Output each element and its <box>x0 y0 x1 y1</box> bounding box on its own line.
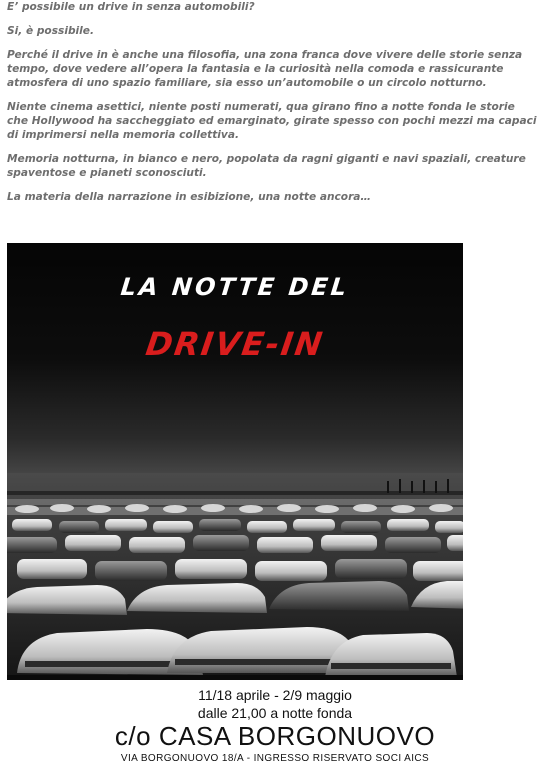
intro-paragraph-1: E’ possibile un drive in senza automobili? <box>7 1 255 13</box>
intro-paragraph-5: Memoria notturna, in bianco e nero, popolata da ragni giganti e navi spaziali, creature spaventose e pianeti sconosciuti. <box>7 153 526 179</box>
intro-paragraph-2: Si, è possibile. <box>7 25 95 37</box>
event-address: VIA BORGONUOVO 18/A - INGRESSO RISERVATO SOCI AICS <box>120 753 430 764</box>
intro-paragraph-6: La materia della narrazione in esibizione, una notte ancora… <box>7 191 372 203</box>
poster-title-line-1: LA NOTTE DEL <box>119 273 351 301</box>
intro-paragraph-3: Perché il drive in è anche una filosofia, una zona franca dove vivere delle storie senza tempo, dove vedere all’opera la fantasia e la curiosità nella comoda e rassicurante atmosfera di uno spazio familiare, sia esso un’automobile o un circolo notturno. <box>7 49 523 89</box>
poster-title-line-2: DRIVE-IN <box>143 325 327 363</box>
drive-in-cars-photo <box>7 473 463 680</box>
event-hours: dalle 21,00 a notte fonda <box>197 705 353 721</box>
event-dates: 11/18 aprile - 2/9 maggio <box>198 687 352 703</box>
intro-text <box>7 0 537 214</box>
event-venue: c/o CASA BORGONUOVO <box>114 721 436 751</box>
event-poster <box>7 243 463 680</box>
intro-paragraph-4: Niente cinema asettici, niente posti numerati, qua girano fino a notte fonda le storie che Hollywood ha saccheggiato ed emarginato, girate spesso con pochi mezzi ma capaci di imprimersi nella memoria collettiva. <box>7 101 537 141</box>
